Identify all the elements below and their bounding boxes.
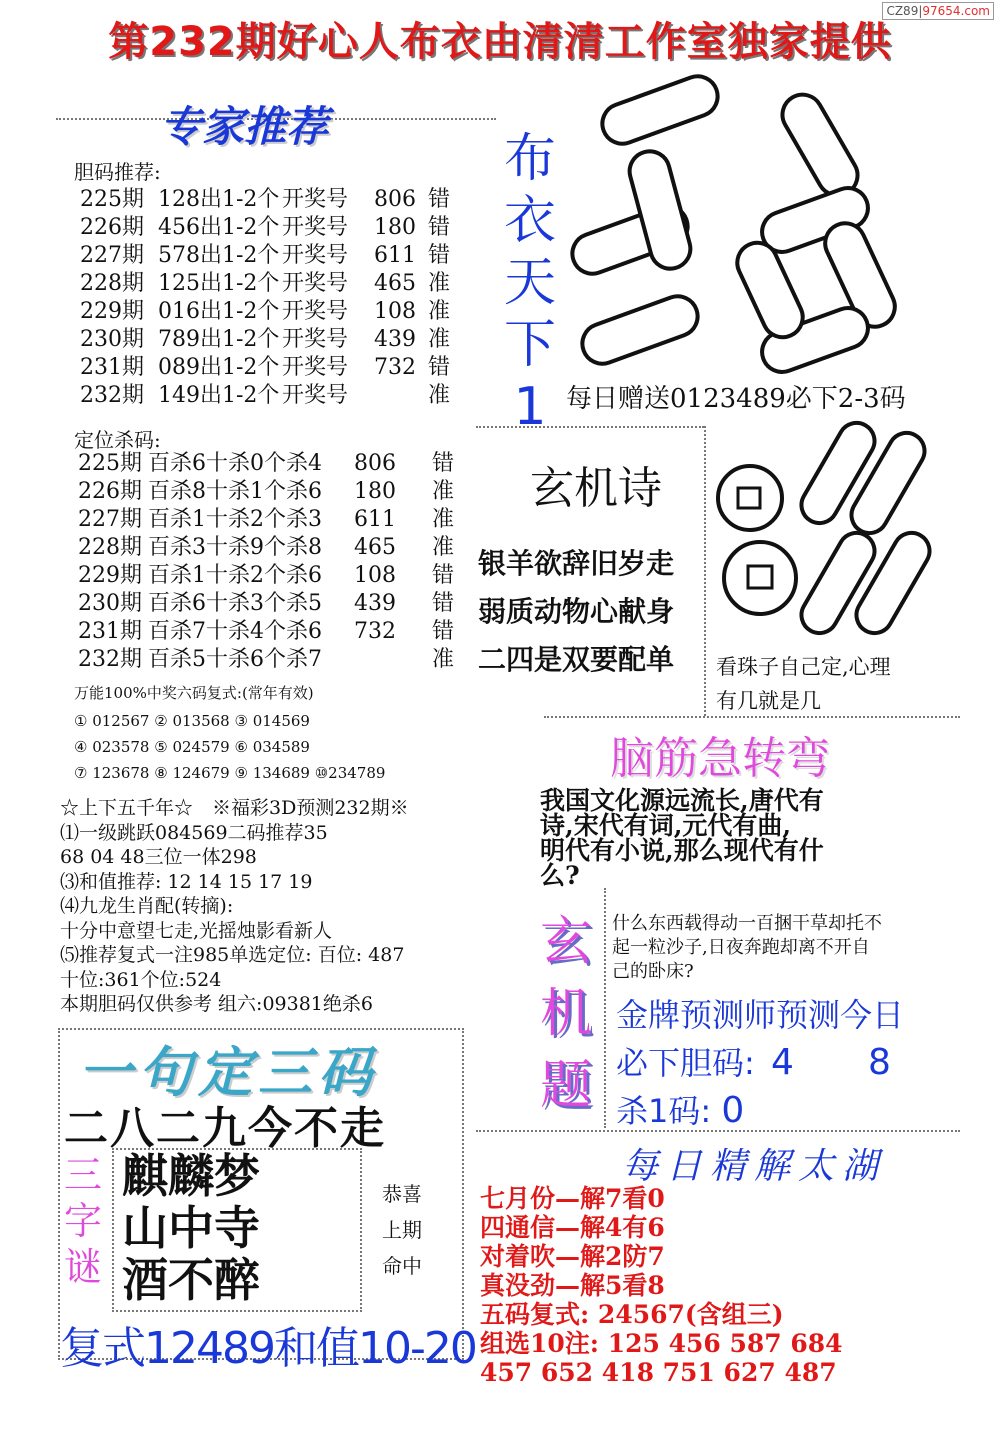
fushi-text: 复式12489和值10-20 bbox=[60, 1323, 476, 1374]
dan-row bbox=[80, 186, 468, 214]
beads-illustration bbox=[710, 418, 960, 648]
sha-cell: 错 bbox=[432, 619, 455, 644]
forecast-line: ⑶和值推荐: 12 14 15 17 19 bbox=[60, 870, 313, 893]
sha-cell: 准 bbox=[432, 535, 455, 560]
xuanji-question-line: 起一粒沙子,日夜奔跑却离不开自 bbox=[612, 937, 870, 958]
beads-caption bbox=[716, 650, 891, 718]
sha-cell: 百杀6十杀3个杀5 bbox=[148, 591, 322, 616]
poem-line: 弱质动物心献身 bbox=[478, 595, 675, 628]
divider bbox=[544, 716, 960, 719]
dan-row bbox=[80, 270, 468, 298]
dan-cell: 228期 bbox=[80, 271, 144, 296]
sha-cell: 611 bbox=[354, 507, 396, 532]
sha-cell: 百杀8十杀1个杀6 bbox=[148, 479, 322, 504]
dan-cell: 108 bbox=[374, 299, 416, 324]
dan-cell: 149出1-2个 bbox=[158, 383, 280, 408]
taihu-line: 457 652 418 751 627 487 bbox=[480, 1358, 837, 1387]
dan-cell: 开奖号 bbox=[282, 187, 349, 212]
gold-line3 bbox=[616, 1086, 744, 1132]
dan-cell: 128出1-2个 bbox=[158, 187, 280, 212]
sha-cell: 准 bbox=[432, 507, 455, 532]
dan-cell: 231期 bbox=[80, 355, 144, 380]
dan-cell: 230期 bbox=[80, 327, 144, 352]
dan-cell: 732 bbox=[374, 355, 416, 380]
divider bbox=[476, 1130, 960, 1133]
dan-cell: 开奖号 bbox=[282, 327, 349, 352]
dan-row bbox=[80, 382, 468, 410]
sha-cell: 225期 bbox=[78, 451, 142, 476]
taihu-line: 四通信—解4有6 bbox=[480, 1213, 665, 1242]
dan-cell: 806 bbox=[374, 187, 416, 212]
dan-cell: 578出1-2个 bbox=[158, 243, 280, 268]
sha-cell: 错 bbox=[432, 563, 455, 588]
sha-cell: 错 bbox=[432, 591, 455, 616]
dan-cell: 439 bbox=[374, 327, 416, 352]
forecast-line: ⑷九龙生肖配(转摘): bbox=[60, 895, 234, 917]
dan-cell: 准 bbox=[428, 299, 451, 324]
poem-lines bbox=[478, 540, 674, 684]
sha-row bbox=[78, 646, 472, 674]
taihu-heading: 每日精解太湖 bbox=[622, 1146, 887, 1187]
gold-line1: 金牌预测师预测今日 bbox=[616, 996, 905, 1034]
dan-cell: 229期 bbox=[80, 299, 144, 324]
beads-caption-line: 看珠子自己定,心理 bbox=[716, 655, 891, 679]
sanzi-label-char: 三 bbox=[64, 1153, 103, 1197]
dan-cell: 227期 bbox=[80, 243, 144, 268]
wanneng-list bbox=[74, 708, 385, 786]
dan-cell: 225期 bbox=[80, 187, 144, 212]
dan-cell: 232期 bbox=[80, 383, 144, 408]
dan-cell: 准 bbox=[428, 327, 451, 352]
forecast-line: 十分中意望七走,光摇烛影看新人 bbox=[60, 919, 333, 942]
dan-cell: 611 bbox=[374, 243, 416, 268]
taihu-line: 组选10注: 125 456 587 684 bbox=[480, 1329, 843, 1358]
sha-cell: 226期 bbox=[78, 479, 142, 504]
gold-line2 bbox=[616, 1038, 891, 1084]
sha-cell: 百杀5十杀6个杀7 bbox=[148, 647, 322, 672]
dan-row bbox=[80, 354, 468, 382]
dan-cell: 错 bbox=[428, 355, 451, 380]
forecast-line: 68 04 48三位一体298 bbox=[60, 846, 257, 868]
xuanji-poem-heading: 玄机诗 bbox=[530, 463, 662, 514]
forecast-line: ☆上下五千年☆ ※福彩3D预测232期※ bbox=[60, 797, 409, 819]
buyi-char: 衣 bbox=[503, 191, 556, 251]
naojin-line: 诗,宋代有词,元代有曲, bbox=[540, 811, 792, 840]
xuanji-question-line: 什么东西载得动一百捆干草却托不 bbox=[612, 913, 882, 934]
naojin-line: 明代有小说,那么现代有什 bbox=[540, 836, 824, 865]
sanzi-label-char: 字 bbox=[64, 1199, 103, 1243]
sha-cell bbox=[354, 646, 432, 674]
buyi-vertical bbox=[500, 128, 560, 438]
dan-cell: 开奖号 bbox=[282, 271, 349, 296]
wanneng-row: ④ 023578 ⑤ 024579 ⑥ 034589 bbox=[74, 738, 310, 756]
gold-dan-label: 必下胆码: bbox=[616, 1044, 755, 1082]
dan-cell: 准 bbox=[428, 383, 451, 408]
sha-row bbox=[78, 562, 472, 590]
sanzi-lines bbox=[122, 1150, 260, 1306]
sha-cell: 439 bbox=[354, 591, 396, 616]
sha-table bbox=[78, 450, 472, 674]
sha-cell: 百杀6十杀0个杀4 bbox=[148, 451, 322, 476]
gold-dan1: 4 bbox=[770, 1042, 794, 1083]
dan-table bbox=[80, 186, 468, 410]
stylized-digits-illustration bbox=[560, 70, 950, 380]
sha-cell: 百杀1十杀2个杀6 bbox=[148, 563, 322, 588]
sha-cell: 准 bbox=[432, 647, 455, 672]
sanzi-label bbox=[64, 1152, 102, 1290]
sha-cell: 准 bbox=[432, 479, 455, 504]
xuanji-label-char: 玄 bbox=[540, 912, 593, 972]
naojin-text bbox=[540, 788, 824, 888]
xuanji-question-line: 己的卧床? bbox=[612, 961, 694, 982]
sha-cell: 180 bbox=[354, 479, 396, 504]
expert-heading: 专家推荐 bbox=[160, 102, 329, 151]
sanzi-note bbox=[382, 1176, 422, 1284]
sha-cell: 232期 bbox=[78, 647, 142, 672]
sanzi-line: 麒麟梦 bbox=[122, 1149, 260, 1203]
beads-caption-line: 有几就是几 bbox=[716, 689, 821, 713]
forecast-line: 十位:361个位:524 bbox=[60, 968, 222, 991]
wanneng-row: ① 012567 ② 013568 ③ 014569 bbox=[74, 712, 310, 730]
buyi-char: 天 bbox=[503, 253, 556, 313]
taihu-line: 对着吹—解2防7 bbox=[480, 1242, 665, 1271]
dan-cell: 开奖号 bbox=[282, 299, 349, 324]
dan-cell: 125出1-2个 bbox=[158, 271, 280, 296]
dan-row bbox=[80, 214, 468, 242]
poem-line: 银羊欲辞旧岁走 bbox=[478, 547, 675, 580]
sha-cell: 百杀1十杀2个杀3 bbox=[148, 507, 322, 532]
wanneng-row: ⑦ 123678 ⑧ 124679 ⑨ 134689 ⑩234789 bbox=[74, 764, 386, 782]
buyi-char: 1 bbox=[513, 377, 547, 437]
dan-cell: 465 bbox=[374, 271, 416, 296]
sanzi-line: 山中寺 bbox=[122, 1201, 260, 1255]
sha-cell: 227期 bbox=[78, 507, 142, 532]
xuanji-label-char: 题 bbox=[540, 1056, 593, 1116]
dan-cell: 开奖号 bbox=[282, 243, 349, 268]
xuanji-label-char: 机 bbox=[540, 984, 593, 1044]
taihu-line: 七月份—解7看0 bbox=[480, 1184, 665, 1213]
gold-sha-label: 杀1码: bbox=[616, 1092, 712, 1130]
dan-cell: 180 bbox=[374, 215, 416, 240]
divider bbox=[604, 888, 607, 1128]
sha-cell: 806 bbox=[354, 451, 396, 476]
sanzi-label-char: 谜 bbox=[64, 1245, 103, 1289]
watermark-site: 97654.com bbox=[922, 4, 990, 18]
sha-row bbox=[78, 534, 472, 562]
dan-title: 胆码推荐: bbox=[74, 160, 161, 184]
gold-dan2: 8 bbox=[868, 1042, 891, 1083]
dan-cell: 226期 bbox=[80, 215, 144, 240]
dan-cell: 789出1-2个 bbox=[158, 327, 280, 352]
buyi-char: 布 bbox=[503, 129, 556, 189]
wanneng-title: 万能100%中奖六码复式:(常年有效) bbox=[74, 684, 314, 702]
sha-row bbox=[78, 450, 472, 478]
sha-row bbox=[78, 478, 472, 506]
divider bbox=[476, 426, 704, 429]
forecast-line: 本期胆码仅供参考 组六:09381绝杀6 bbox=[60, 993, 373, 1015]
sanzi-line: 酒不醉 bbox=[122, 1253, 260, 1307]
yiju-text: 二八二九今不走 bbox=[64, 1103, 386, 1154]
sha-row bbox=[78, 590, 472, 618]
dan-cell: 错 bbox=[428, 215, 451, 240]
sanzi-note-line: 恭喜 bbox=[382, 1182, 422, 1206]
yiju-heading: 一句定三码 bbox=[78, 1040, 378, 1104]
dan-cell: 456出1-2个 bbox=[158, 215, 280, 240]
naojin-line: 我国文化源远流长,唐代有 bbox=[540, 786, 824, 815]
dan-cell: 089出1-2个 bbox=[158, 355, 280, 380]
dan-cell: 开奖号 bbox=[282, 215, 349, 240]
sha-row bbox=[78, 618, 472, 646]
sha-cell: 230期 bbox=[78, 591, 142, 616]
buyi-daily: 每日赠送0123489必下2-3码 bbox=[566, 384, 906, 414]
dan-cell: 016出1-2个 bbox=[158, 299, 280, 324]
dan-row bbox=[80, 242, 468, 270]
sanzi-note-line: 命中 bbox=[382, 1254, 422, 1278]
taihu-lines bbox=[480, 1184, 843, 1387]
sha-cell: 228期 bbox=[78, 535, 142, 560]
xuanji-question bbox=[612, 912, 882, 984]
sha-row bbox=[78, 506, 472, 534]
poem-line: 二四是双要配单 bbox=[478, 643, 675, 676]
sha-cell: 231期 bbox=[78, 619, 142, 644]
forecast-line: ⑴一级跳跃084569二码推荐35 bbox=[60, 821, 328, 844]
taihu-line: 五码复式: 24567(含组三) bbox=[480, 1300, 784, 1329]
gold-sha: 0 bbox=[721, 1090, 745, 1131]
dan-cell bbox=[374, 382, 428, 410]
dan-cell: 错 bbox=[428, 243, 451, 268]
page-title: 第232期好心人布衣由清清工作室独家提供 bbox=[108, 19, 892, 65]
sha-cell: 108 bbox=[354, 563, 396, 588]
sha-cell: 百杀3十杀9个杀8 bbox=[148, 535, 322, 560]
watermark-prefix: CZ89 bbox=[886, 4, 919, 18]
dan-cell: 开奖号 bbox=[282, 355, 349, 380]
buyi-char: 下 bbox=[503, 315, 556, 375]
dan-cell: 准 bbox=[428, 271, 451, 296]
naojin-heading: 脑筋急转弯 bbox=[610, 733, 830, 784]
dan-cell: 错 bbox=[428, 187, 451, 212]
dan-row bbox=[80, 298, 468, 326]
sanzi-note-line: 上期 bbox=[382, 1218, 422, 1242]
xuanji-ti-label bbox=[540, 906, 592, 1122]
watermark: CZ89|97654.com bbox=[882, 2, 994, 20]
sha-cell: 229期 bbox=[78, 563, 142, 588]
divider bbox=[704, 426, 707, 716]
sha-title: 定位杀码: bbox=[74, 428, 161, 452]
sha-cell: 732 bbox=[354, 619, 396, 644]
dan-cell: 开奖号 bbox=[282, 383, 349, 408]
sha-cell: 百杀7十杀4个杀6 bbox=[148, 619, 322, 644]
sha-cell: 465 bbox=[354, 535, 396, 560]
forecast-line: ⑸推荐复式一注985单选定位: 百位: 487 bbox=[60, 944, 405, 966]
forecast-block bbox=[60, 796, 409, 1017]
naojin-line: 么? bbox=[540, 861, 580, 890]
sha-cell: 错 bbox=[432, 451, 455, 476]
dan-row bbox=[80, 326, 468, 354]
taihu-line: 真没劲—解5看8 bbox=[480, 1271, 665, 1300]
